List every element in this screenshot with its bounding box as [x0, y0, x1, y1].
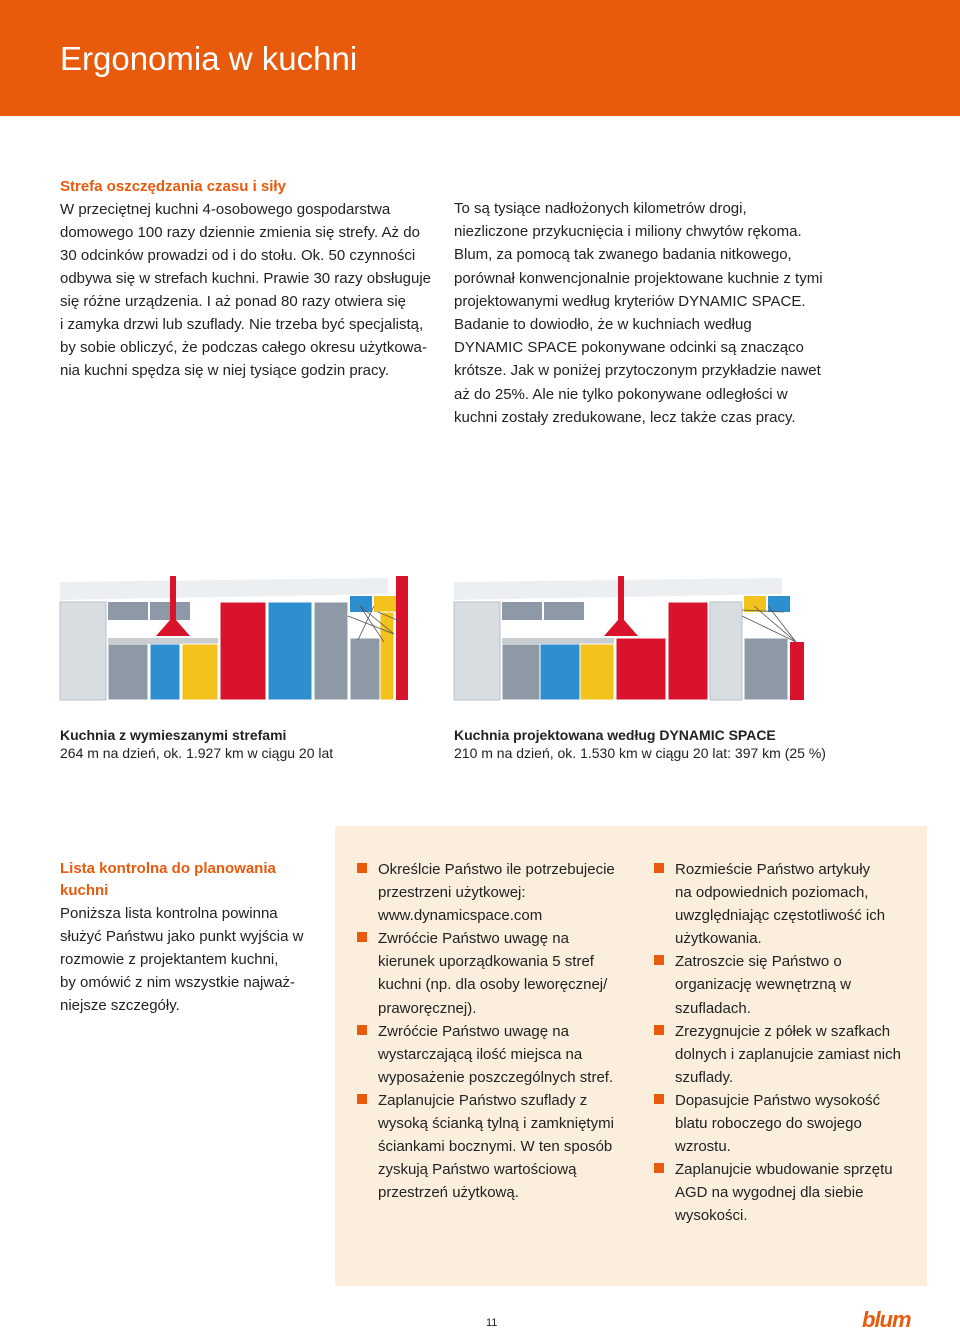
square-bullet-icon [654, 1094, 664, 1104]
text-line: krótsze. Jak w poniżej przytoczonym przykładzie nawet [454, 362, 821, 380]
intro-left-text [60, 198, 440, 382]
caption-stats: 210 m na dzień, ok. 1.530 km w ciągu 20 lat: 397 km (25 %) [454, 745, 826, 761]
text-line: ściankami bocznymi. W ten sposób [378, 1138, 613, 1156]
text-line: by sobie obliczyć, że podczas całego okresu użytkowa- [60, 339, 427, 356]
text-line: projektowanymi według kryteriów DYNAMIC SPACE. [454, 292, 806, 310]
square-bullet-icon [357, 863, 367, 873]
text-line: dolnych i zaplanujcie zamiast nich [675, 1045, 901, 1063]
text-line: Zaplanujcie Państwo szuflady z [378, 1091, 588, 1109]
text-line: To są tysiące nadłożonych kilometrów drogi, [454, 200, 747, 217]
text-line: na odpowiednich poziomach, [675, 884, 869, 902]
text-line: Badanie to dowiodło, że w kuchniach według [454, 316, 752, 334]
square-bullet-icon [654, 1163, 664, 1173]
text-line: DYNAMIC SPACE pokonywane odcinki są znacząco [454, 339, 804, 357]
caption-title: Kuchnia projektowana według DYNAMIC SPACE [454, 727, 776, 743]
text-line: kuchni zostały zredukowane, lecz także czas pracy. [454, 408, 796, 426]
text-line: służyć Państwu jako punkt wyjścia w [60, 928, 304, 945]
text-line: Określcie Państwo ile potrzebujecie [378, 861, 615, 878]
text-line: blatu roboczego do swojego [675, 1115, 862, 1133]
text-line: Zrezygnujcie z półek w szafkach [675, 1022, 891, 1040]
text-line: przestrzeni użytkowej: [378, 884, 526, 902]
checklist-column-2 [654, 858, 914, 1228]
text-line: AGD na wygodnej dla siebie [675, 1184, 864, 1202]
page-number: 11 [486, 1317, 498, 1329]
checklist-column-1 [357, 858, 617, 1204]
text-line: szufladach. [675, 999, 751, 1017]
heading-line: Lista kontrolna do planowania [60, 860, 276, 877]
text-line: praworęcznej). [378, 999, 477, 1017]
text-line: by omówić z nim wszystkie najważ- [60, 974, 296, 991]
square-bullet-icon [357, 932, 367, 942]
kitchen-dynamic-caption [454, 726, 826, 762]
text-line: użytkowania. [675, 930, 762, 948]
page-title: Ergonomia w kuchni [60, 40, 358, 77]
kitchen-dynamic-space-illustration [452, 572, 832, 702]
caption-stats: 264 m na dzień, ok. 1.927 km w ciągu 20 lat [60, 745, 334, 761]
text-line: wyposażenie poszczególnych stref. [378, 1068, 614, 1086]
checklist-item [654, 858, 914, 950]
text-line: kuchni (np. dla osoby leworęcznej/ [378, 976, 608, 994]
square-bullet-icon [654, 863, 664, 873]
intro-left-column [60, 176, 440, 382]
text-line: Rozmieście Państwo artykuły [675, 861, 871, 878]
square-bullet-icon [357, 1025, 367, 1035]
checklist-item [654, 1158, 914, 1227]
intro-right-column [454, 197, 854, 429]
text-line: nia kuchni spędza się w niej tysiące godzin pracy. [60, 362, 390, 379]
text-line: rozmowie z projektantem kuchni, [60, 951, 279, 968]
text-line: kierunek uporządkowania 5 stref [378, 953, 594, 971]
checklist-item [654, 1089, 914, 1158]
page-header [0, 0, 960, 116]
text-line: porównał konwencjonalnie projektowane kuchnie z tymi [454, 269, 823, 287]
checklist-item [357, 858, 617, 927]
kitchen-mixed-zones-illustration [58, 572, 438, 702]
text-line: niezliczone przykucnięcia i miliony chwytów rękoma. [454, 223, 802, 241]
text-line: W przeciętnej kuchni 4-osobowego gospodarstwa [60, 201, 391, 218]
text-line: Zaplanujcie wbudowanie sprzętu [675, 1161, 893, 1179]
checklist-item [357, 1020, 617, 1089]
text-line: uwzględniając częstotliwość ich [675, 907, 886, 925]
text-line: Dopasujcie Państwo wysokość [675, 1091, 881, 1109]
square-bullet-icon [357, 1094, 367, 1104]
checklist-item [357, 927, 617, 1019]
text-line: aż do 25%. Ale nie tylko pokonywane odległości w [454, 385, 788, 403]
text-line: przestrzeń użytkową. [378, 1184, 519, 1202]
text-line: wystarczającą ilość miejsca na [378, 1045, 583, 1063]
text-line: się różne urządzenia. I aż ponad 80 razy otwiera się [60, 293, 407, 310]
text-line: Zwróćcie Państwo uwagę na [378, 1022, 569, 1040]
text-line: szuflady. [675, 1068, 734, 1086]
intro-heading: Strefa oszczędzania czasu i siły [60, 178, 286, 195]
text-line: organizację wewnętrzną w [675, 976, 851, 994]
text-line: www.dynamicspace.com [378, 907, 543, 925]
checklist-item [654, 950, 914, 1019]
blum-logo: blum [862, 1307, 911, 1329]
square-bullet-icon [654, 955, 664, 965]
checklist-heading [60, 858, 320, 902]
checklist-item [357, 1089, 617, 1204]
text-line: odbywa się w strefach kuchni. Prawie 30 razy obsługuje [60, 270, 432, 287]
kitchen-mixed-caption [60, 726, 333, 762]
checklist-intro [60, 858, 320, 1017]
text-line: niejsze szczegóły. [60, 997, 180, 1014]
text-line: i zamyka drzwi lub szuflady. Nie trzeba być specjalistą, [60, 316, 424, 333]
text-line: zyskują Państwo wartościową [378, 1161, 577, 1179]
text-line: Zatroszcie się Państwo o [675, 953, 842, 971]
square-bullet-icon [654, 1025, 664, 1035]
checklist-item [654, 1020, 914, 1089]
text-line: Zwróćcie Państwo uwagę na [378, 930, 569, 948]
text-line: wysoką ścianką tylną i zamkniętymi [378, 1115, 614, 1133]
text-line: domowego 100 razy dziennie zmienia się strefy. Aż do [60, 224, 420, 241]
caption-title: Kuchnia z wymieszanymi strefami [60, 727, 287, 743]
text-line: wzrostu. [675, 1138, 731, 1156]
text-line: 30 odcinków prowadzi od i do stołu. Ok. 50 czynności [60, 247, 416, 264]
text-line: Poniższa lista kontrolna powinna [60, 905, 278, 922]
text-line: wysokości. [675, 1207, 748, 1225]
heading-line: kuchni [60, 882, 109, 899]
text-line: Blum, za pomocą tak zwanego badania nitkowego, [454, 246, 792, 264]
